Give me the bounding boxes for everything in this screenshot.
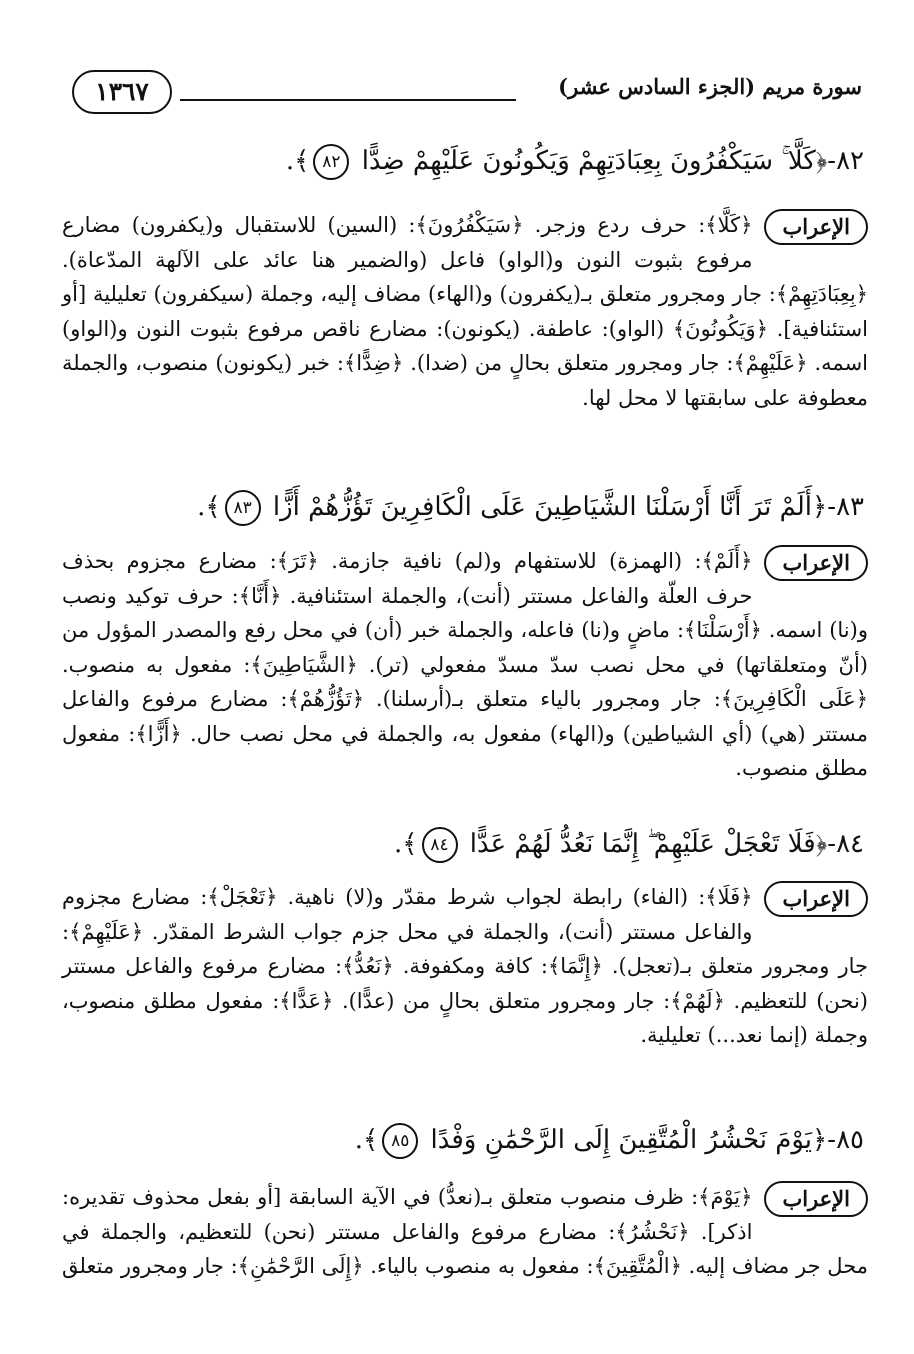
irab-badge: الإعراب bbox=[764, 1181, 868, 1217]
verse-82: ٨٢-﴿كَلَّا ۚ سَيَكْفُرُونَ بِعِبَادَتِهِمْ وَيَكُونُونَ عَلَيْهِمْ ضِدًّا ٨٢﴾. bbox=[80, 139, 864, 183]
verse-84: ٨٤-﴿فَلَا تَعْجَلْ عَلَيْهِمْ ۖ إِنَّمَا نَعُدُّ لَهُمْ عَدًّا ٨٤﴾. bbox=[80, 822, 864, 866]
irab-badge: الإعراب bbox=[764, 545, 868, 581]
verse-number: ٨٢ bbox=[836, 146, 864, 176]
verse-number: ٨٤ bbox=[836, 829, 864, 859]
irab-text: ﴿أَلَمْ﴾: (الهمزة) للاستفهام و(لم) نافية جازمة. ﴿تَرَ﴾: مضارع مجزوم بحذف حرف العلّة والفاعل مستتر (أنت)، والجملة استئنافية. ﴿أَنَّا﴾: حرف توكيد ونصب و(نا) اسمه. ﴿أَرْسَلْنَا﴾: ماضٍ و(نا) فاعله، والجملة خبر (أن) في محل رفع والمصدر المؤول من (أنّ ومتعلقاتها) في محل نصب سدّ مسدّ مفعولي (تر). ﴿الشَّيَاطِينَ﴾: مفعول به منصوب. ﴿عَلَى الْكَافِرِينَ﴾: جار ومجرور بالياء متعلق بـ(أرسلنا). ﴿تَؤُزُّهُمْ﴾: مضارع مرفوع والفاعل مستتر (هي) (أي الشياطين) و(الهاء) مفعول به، والجملة في محل نصب حال. ﴿أَزًّا﴾: مفعول مطلق منصوب. bbox=[62, 549, 869, 780]
irab-block-85 bbox=[62, 1180, 868, 1284]
ayah-end-marker: ٨٤ bbox=[422, 827, 458, 863]
verse-text: ﴿يَوْمَ نَحْشُرُ الْمُتَّقِينَ إِلَى الرَّحْمَٰنِ وَفْدًا bbox=[430, 1125, 828, 1155]
irab-badge: الإعراب bbox=[764, 881, 868, 917]
verse-83: ٨٣-﴿أَلَمْ تَرَ أَنَّا أَرْسَلْنَا الشَّيَاطِينَ عَلَى الْكَافِرِينَ تَؤُزُّهُمْ أَزًّا ٨٣﴾. bbox=[80, 485, 864, 529]
irab-text: ﴿فَلَا﴾: (الفاء) رابطة لجواب شرط مقدّر و(لا) ناهية. ﴿تَعْجَلْ﴾: مضارع مجزوم والفاعل مستتر (أنت)، والجملة في محل جزم جواب الشرط المقدّر. ﴿عَلَيْهِمْ﴾: جار ومجرور متعلق بـ(تعجل). ﴿إِنَّمَا﴾: كافة ومكفوفة. ﴿نَعُدُّ﴾: مضارع مرفوع والفاعل مستتر (نحن) للتعظيم. ﴿لَهُمْ﴾: جار ومجرور متعلق بحالٍ من (عدًّا). ﴿عَدًّا﴾: مفعول مطلق منصوب، وجملة (إنما نعد...) تعليلية. bbox=[62, 885, 868, 1047]
header-title: سورة مريم (الجزء السادس عشر) bbox=[558, 74, 862, 99]
irab-text: ﴿يَوْمَ﴾: ظرف منصوب متعلق بـ(نعدُّ) في الآية السابقة [أو بفعل محذوف تقديره: اذكر]. ﴿نَحْشُرُ﴾: مضارع مرفوع والفاعل مستتر (نحن) للتعظيم، والجملة في محل جر مضاف إليه. ﴿الْمُتَّقِينَ﴾: مفعول به منصوب بالياء. ﴿إِلَى الرَّحْمَٰنِ﴾: جار ومجرور متعلق bbox=[62, 1185, 868, 1278]
verse-text: ﴿كَلَّا ۚ سَيَكْفُرُونَ بِعِبَادَتِهِمْ وَيَكُونُونَ عَلَيْهِمْ ضِدًّا bbox=[361, 146, 828, 176]
irab-text: ﴿كَلَّا﴾: حرف ردع وزجر. ﴿سَيَكْفُرُونَ﴾: (السين) للاستقبال و(يكفرون) مضارع مرفوع بثبوت النون و(الواو) فاعل (والضمير هنا عائد على الآلهة المدّعاة). ﴿بِعِبَادَتِهِمْ﴾: جار ومجرور متعلق بـ(يكفرون) و(الهاء) مضاف إليه، وجملة (سيكفرون) تعليلية [أو استئنافية]. ﴿وَيَكُونُونَ﴾ (الواو): عاطفة. (يكونون): مضارع ناقص مرفوع بثبوت النون و(الواو) اسمه. ﴿عَلَيْهِمْ﴾: جار ومجرور متعلق بحالٍ من (ضدا). ﴿ضِدًّا﴾: خبر (يكونون) منصوب، والجملة معطوفة على سابقتها لا محل لها. bbox=[62, 213, 869, 410]
irab-block-82 bbox=[62, 208, 868, 415]
page-header bbox=[58, 70, 868, 114]
verse-number: ٨٣ bbox=[836, 492, 864, 522]
verse-85: ٨٥-﴿يَوْمَ نَحْشُرُ الْمُتَّقِينَ إِلَى الرَّحْمَٰنِ وَفْدًا ٨٥﴾. bbox=[80, 1118, 864, 1162]
verse-number: ٨٥ bbox=[836, 1125, 864, 1155]
irab-block-84 bbox=[62, 880, 868, 1053]
irab-badge: الإعراب bbox=[764, 209, 868, 245]
verse-text: ﴿أَلَمْ تَرَ أَنَّا أَرْسَلْنَا الشَّيَاطِينَ عَلَى الْكَافِرِينَ تَؤُزُّهُمْ أَزًّا bbox=[272, 492, 828, 522]
ayah-end-marker: ٨٥ bbox=[382, 1123, 418, 1159]
page-number: ١٣٦٧ bbox=[72, 70, 172, 114]
header-rule bbox=[180, 99, 516, 101]
irab-block-83 bbox=[62, 544, 868, 786]
ayah-end-marker: ٨٢ bbox=[313, 144, 349, 180]
verse-text: ﴿فَلَا تَعْجَلْ عَلَيْهِمْ ۖ إِنَّمَا نَعُدُّ لَهُمْ عَدًّا bbox=[469, 829, 828, 859]
ayah-end-marker: ٨٣ bbox=[225, 490, 261, 526]
